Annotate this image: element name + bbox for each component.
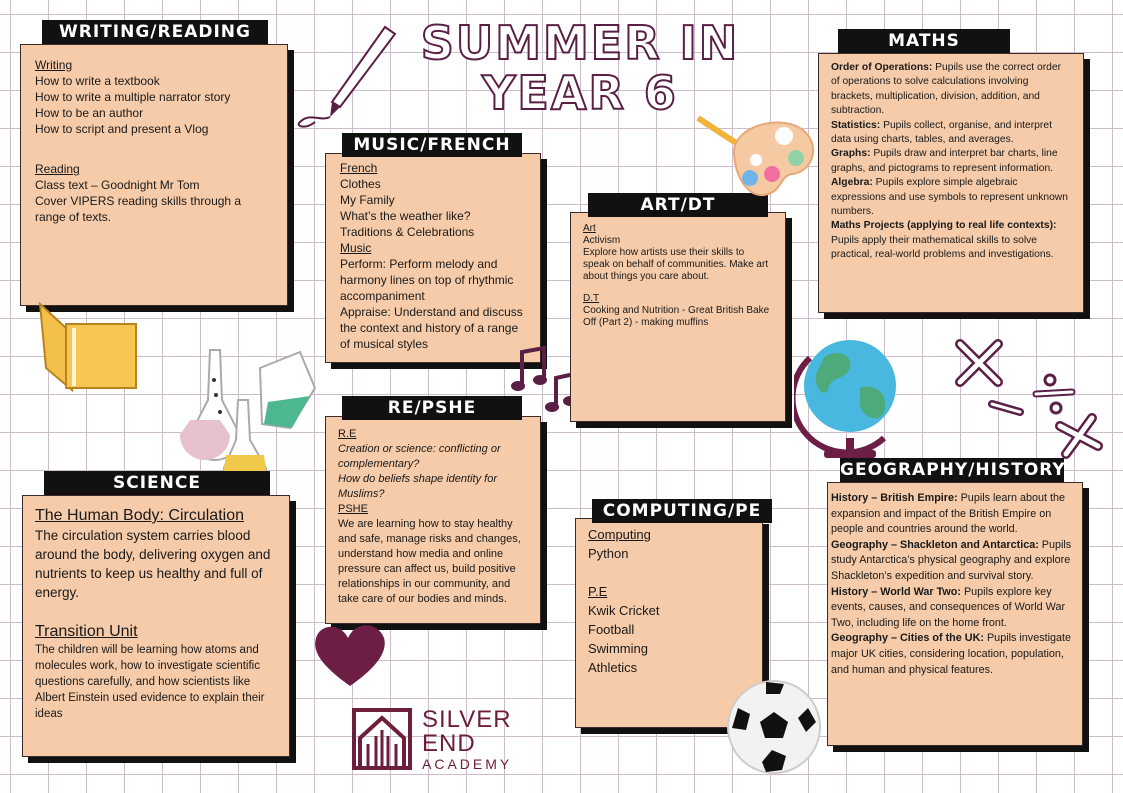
computing-item: Python	[588, 546, 629, 561]
re-pshe-header: RE/PSHE	[342, 396, 522, 420]
dt-text: Cooking and Nutrition - Great British Bake Off (Part 2) - making muffins	[583, 305, 770, 328]
pshe-heading: PSHE	[338, 503, 368, 515]
re-question: How do beliefs shape identity for Muslims?	[338, 473, 497, 500]
re-pshe-panel	[325, 416, 541, 624]
dt-heading: D.T	[583, 293, 600, 304]
maths-panel	[818, 53, 1084, 313]
music-item: Perform: Perform melody and harmony lines on top of rhythmic accompaniment	[340, 257, 514, 303]
maths-item: Algebra: Pupils explore simple algebraic expressions and use symbols to represent unknown numbers.	[831, 177, 1068, 218]
re-heading: R.E	[338, 428, 357, 440]
french-heading: French	[340, 161, 378, 175]
writing-item: How to be an author	[35, 106, 144, 120]
geography-item: History – World War Two: Pupils explore key events, causes, and consequences of World War Two, including life on the home front.	[831, 585, 1066, 629]
computing-heading: Computing	[588, 527, 651, 542]
writing-reading-panel	[20, 44, 288, 306]
reading-item: Cover VIPERS reading skills through a	[35, 194, 242, 208]
maths-item: Maths Projects (applying to real life contexts): Pupils apply their mathematical skills to solve practical, real-world problems and investigations.	[831, 220, 1057, 261]
school-crest-logo	[352, 708, 412, 770]
reading-heading: Reading	[35, 162, 80, 176]
re-question: Creation or science: conflicting or complementary?	[338, 443, 501, 470]
title-line-2: YEAR 6	[482, 66, 678, 120]
french-item: Clothes	[340, 177, 381, 191]
music-item: Appraise: Understand and discuss the context and history of a range of musical styles	[340, 305, 523, 351]
french-item: My Family	[340, 193, 395, 207]
art-item: Explore how artists use their skills to speak on behalf of communities. Make art about things you care about.	[583, 247, 769, 282]
science-header: SCIENCE	[44, 471, 270, 495]
french-item: Traditions & Celebrations	[340, 225, 475, 239]
science-panel	[22, 495, 290, 757]
computing-pe-header: COMPUTING/PE	[592, 499, 772, 523]
writing-item: How to write a textbook	[35, 74, 160, 88]
book-icon	[36, 298, 140, 394]
art-heading: Art	[583, 223, 596, 234]
pshe-text: We are learning how to stay healthy and safe, manage risks and changes, understand how media and online pressure can affect us, build positive relationships in our community, and take care of our bodies and minds.	[338, 518, 521, 605]
pe-item: Swimming	[588, 641, 648, 656]
title-line-1: SUMMER IN	[420, 16, 740, 70]
science-heading-transition: Transition Unit	[35, 623, 138, 640]
paint-palette-icon	[696, 114, 822, 214]
reading-item: Class text – Goodnight Mr Tom	[35, 178, 200, 192]
maths-item: Statistics: Pupils collect, organise, and interpret data using charts, tables, and averages.	[831, 119, 1052, 146]
globe-icon	[794, 328, 908, 460]
music-french-panel	[325, 153, 541, 363]
geography-item: Geography – Shackleton and Antarctica: Pupils study Antarctica’s physical geography and explore Shackleton’s expedition and survival story.	[831, 538, 1072, 582]
school-logo-text	[422, 708, 512, 772]
maths-item: Graphs: Pupils draw and interpret bar charts, line graphs, and pictograms to represent information.	[831, 148, 1058, 174]
art-item: Activism	[583, 235, 621, 246]
pe-item: Kwik Cricket	[588, 603, 660, 618]
writing-reading-header: WRITING/READING	[42, 20, 268, 44]
pe-item: Football	[588, 622, 635, 637]
writing-heading: Writing	[35, 58, 73, 72]
science-heading-circulation: The Human Body: Circulation	[35, 507, 244, 524]
logo-line-2: END	[422, 730, 476, 757]
science-text-transition: The children will be learning how atoms and molecules work, how to investigate scientific questions carefully, and how scientists like Albert Einstein used evidence to explain their ideas	[35, 644, 265, 720]
logo-line-3: ACADEMY	[422, 756, 513, 772]
pe-item: Athletics	[588, 660, 638, 675]
writing-item: How to script and present a Vlog	[35, 122, 209, 136]
heart-icon	[312, 618, 388, 688]
writing-item: How to write a multiple narrator story	[35, 90, 231, 104]
french-item: What’s the weather like?	[340, 209, 471, 223]
music-french-header: MUSIC/FRENCH	[342, 133, 522, 157]
pen-icon	[290, 22, 410, 132]
art-dt-header: ART/DT	[588, 193, 768, 217]
maths-header: MATHS	[838, 29, 1010, 53]
music-heading: Music	[340, 241, 372, 255]
science-flasks-icon	[170, 340, 330, 485]
geography-history-header: GEOGRAPHY/HISTORY	[840, 460, 1066, 480]
art-dt-panel	[570, 212, 786, 422]
page-title	[420, 18, 740, 118]
geography-item: Geography – Cities of the UK: Pupils investigate major UK cities, considering location, population, and human and physical features.	[831, 632, 1072, 676]
geography-item: History – British Empire: Pupils learn about the expansion and impact of the British Empire on people and countries around the world.	[831, 492, 1066, 536]
logo-line-1: SILVER	[422, 706, 512, 733]
maths-item: Order of Operations: Pupils use the correct order of operations to solve calculations involving brackets, multiplication, division, addition, and subtraction.	[831, 62, 1062, 117]
reading-item: range of texts.	[35, 210, 112, 224]
pe-heading: P.E	[588, 584, 608, 599]
football-icon	[722, 678, 826, 776]
maths-symbols-icon	[952, 334, 1112, 464]
geography-history-panel	[827, 482, 1083, 746]
science-text-circulation: The circulation system carries blood around the body, delivering oxygen and nutrients to keep us healthy and full of energy.	[35, 528, 271, 600]
